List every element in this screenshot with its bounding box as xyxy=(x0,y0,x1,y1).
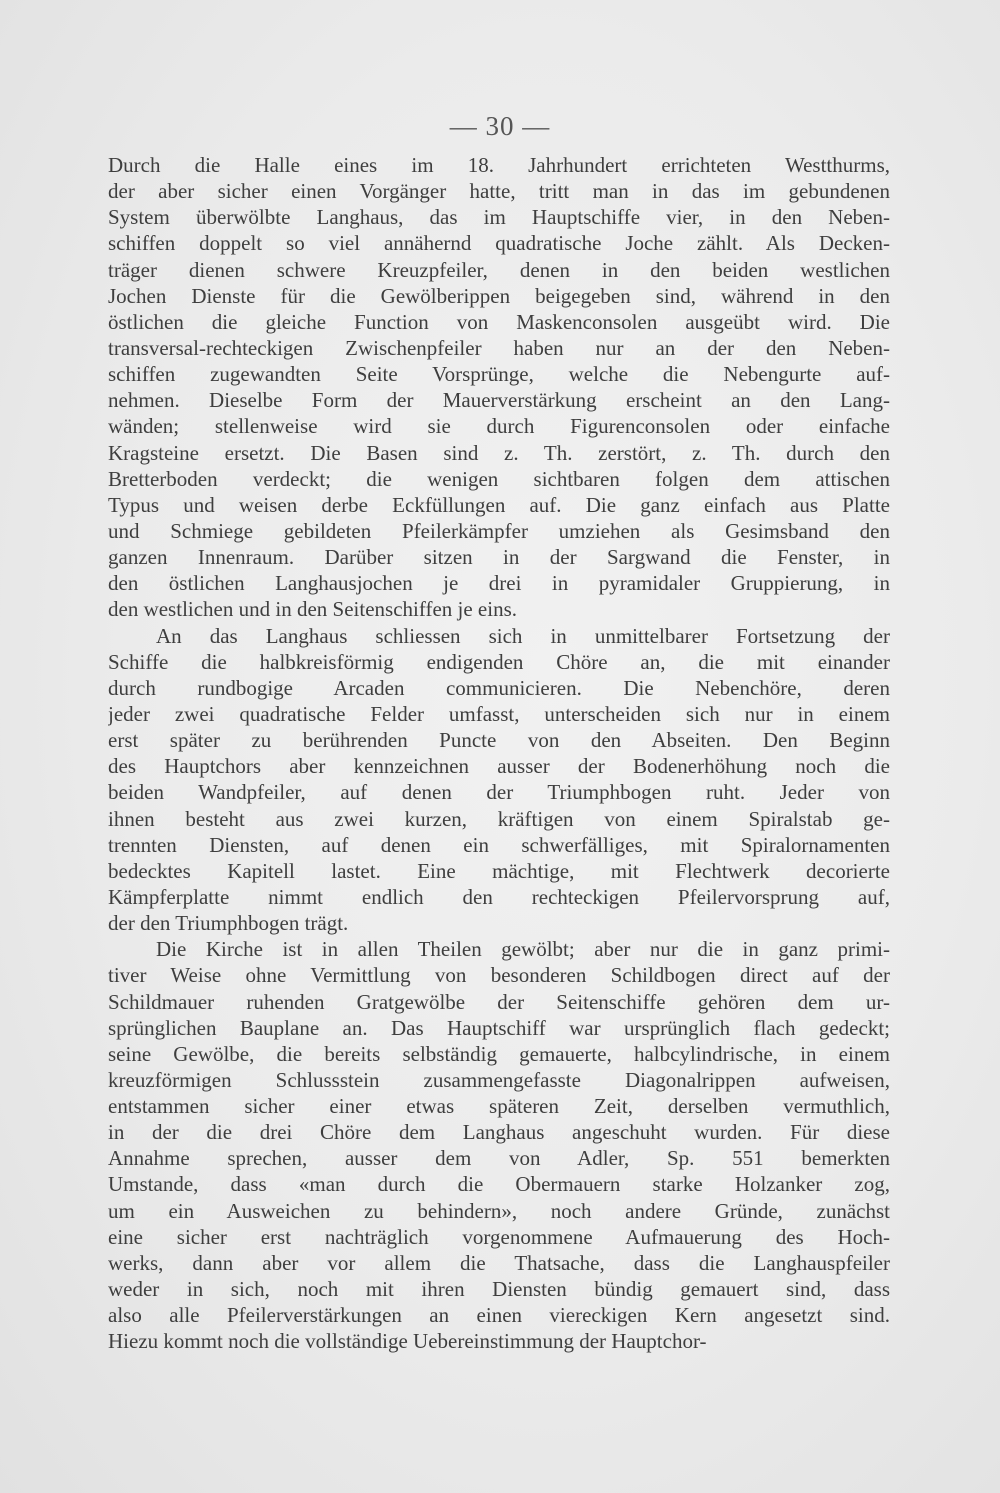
text-line: Hiezu kommt noch die vollständige Uebereinstimmung der Hauptchor- xyxy=(108,1329,707,1354)
text-line: seine Gewölbe, die bereits selbständig gemauerte, halbcylindrische, in einem xyxy=(108,1041,890,1066)
text-line: erst später zu berührenden Puncte von den Abseiten. Den Beginn xyxy=(108,728,890,753)
text-line: tiver Weise ohne Vermittlung von besonderen Schildbogen direct auf der xyxy=(108,963,890,988)
text-line: den östlichen Langhausjochen je drei in pyramidaler Gruppierung, in xyxy=(108,571,890,596)
text-line: Jochen Dienste für die Gewölberippen beigegeben sind, während in den xyxy=(108,283,890,308)
text-line: durch rundbogige Arcaden communicieren. Die Nebenchöre, deren xyxy=(108,675,890,700)
text-line: also alle Pfeilerverstärkungen an einen viereckigen Kern angesetzt sind. xyxy=(108,1303,890,1328)
text-line: eine sicher erst nachträglich vorgenommene Aufmauerung des Hoch- xyxy=(108,1224,890,1249)
text-line: ganzen Innenraum. Darüber sitzen in der Sargwand die Fenster, in xyxy=(108,545,890,570)
paragraph-1 xyxy=(108,152,890,623)
text-line: in der die drei Chöre dem Langhaus angeschuht wurden. Für diese xyxy=(108,1120,890,1145)
text-line: Durch die Halle eines im 18. Jahrhundert errichteten Westthurms, xyxy=(108,153,890,177)
text-line: Schildmauer ruhenden Gratgewölbe der Seitenschiffe gehören dem ur- xyxy=(108,989,890,1014)
text-line: sprünglichen Bauplane an. Das Hauptschiff war ursprünglich flach gedeckt; xyxy=(108,1015,890,1040)
text-line: Die Kirche ist in allen Theilen gewölbt; aber nur die in ganz primi- xyxy=(156,937,890,962)
text-line: den westlichen und in den Seitenschiffen je eins. xyxy=(108,597,518,622)
text-line: um ein Ausweichen zu behindern», noch andere Gründe, zunächst xyxy=(108,1198,890,1223)
text-line: transversal-rechteckigen Zwischenpfeiler haben nur an der den Neben- xyxy=(108,335,890,360)
text-line: kreuzförmigen Schlussstein zusammengefasste Diagonalrippen aufweisen, xyxy=(108,1067,890,1092)
text-line: der aber sicher einen Vorgänger hatte, tritt man in das im gebundenen xyxy=(108,179,890,204)
paragraph-2 xyxy=(108,623,890,937)
text-line: Schiffe die halbkreisförmig endigenden Chöre an, die mit einander xyxy=(108,649,890,674)
text-line: Kragsteine ersetzt. Die Basen sind z. Th. zerstört, z. Th. durch den xyxy=(108,440,890,465)
text-line: und Schmiege gebildeten Pfeilerkämpfer umziehen als Gesimsband den xyxy=(108,518,890,543)
text-line: Bretterboden verdeckt; die wenigen sichtbaren folgen dem attischen xyxy=(108,466,890,491)
text-line: An das Langhaus schliessen sich in unmittelbarer Fortsetzung der xyxy=(156,623,890,648)
page-number-header: — 30 — xyxy=(449,111,551,141)
text-line: nehmen. Dieselbe Form der Mauerverstärkung erscheint an den Lang- xyxy=(108,388,890,413)
text-line: bedecktes Kapitell lastet. Eine mächtige, mit Flechtwerk decorierte xyxy=(108,858,890,883)
text-line: weder in sich, noch mit ihren Diensten bündig gemauert sind, dass xyxy=(108,1277,890,1302)
text-line: System überwölbte Langhaus, das im Hauptschiffe vier, in den Neben- xyxy=(108,205,890,230)
text-line: schiffen doppelt so viel annähernd quadratische Joche zählt. Als Decken- xyxy=(108,231,890,256)
text-line: Kämpferplatte nimmt endlich den rechteckigen Pfeilervorsprung auf, xyxy=(108,884,890,909)
paragraph-3 xyxy=(108,936,890,1354)
text-line: entstammen sicher einer etwas späteren Zeit, derselben vermuthlich, xyxy=(108,1094,890,1119)
text-line: trennten Diensten, auf denen ein schwerfälliges, mit Spiralornamenten xyxy=(108,832,890,857)
text-line: Typus und weisen derbe Eckfüllungen auf. Die ganz einfach aus Platte xyxy=(108,492,890,517)
page-body-text xyxy=(108,152,890,1354)
text-line: östlichen die gleiche Function von Maskenconsolen ausgeübt wird. Die xyxy=(108,309,890,334)
text-line: Annahme sprechen, ausser dem von Adler, Sp. 551 bemerkten xyxy=(108,1146,890,1171)
text-line: Umstande, dass «man durch die Obermauern starke Holzanker zog, xyxy=(108,1172,890,1197)
text-line: der den Triumphbogen trägt. xyxy=(108,911,349,936)
text-line: schiffen zugewandten Seite Vorsprünge, welche die Nebengurte auf- xyxy=(108,362,890,387)
text-line: beiden Wandpfeiler, auf denen der Triumphbogen ruht. Jeder von xyxy=(108,780,890,805)
text-line: wänden; stellenweise wird sie durch Figurenconsolen oder einfache xyxy=(108,414,890,439)
text-line: des Hauptchors aber kennzeichnen ausser der Bodenerhöhung noch die xyxy=(108,754,890,779)
text-line: jeder zwei quadratische Felder umfasst, unterscheiden sich nur in einem xyxy=(108,701,890,726)
text-line: ihnen besteht aus zwei kurzen, kräftigen von einem Spiralstab ge- xyxy=(108,806,890,831)
text-line: träger dienen schwere Kreuzpfeiler, denen in den beiden westlichen xyxy=(108,257,890,282)
text-line: werks, dann aber vor allem die Thatsache, dass die Langhauspfeiler xyxy=(108,1250,890,1275)
